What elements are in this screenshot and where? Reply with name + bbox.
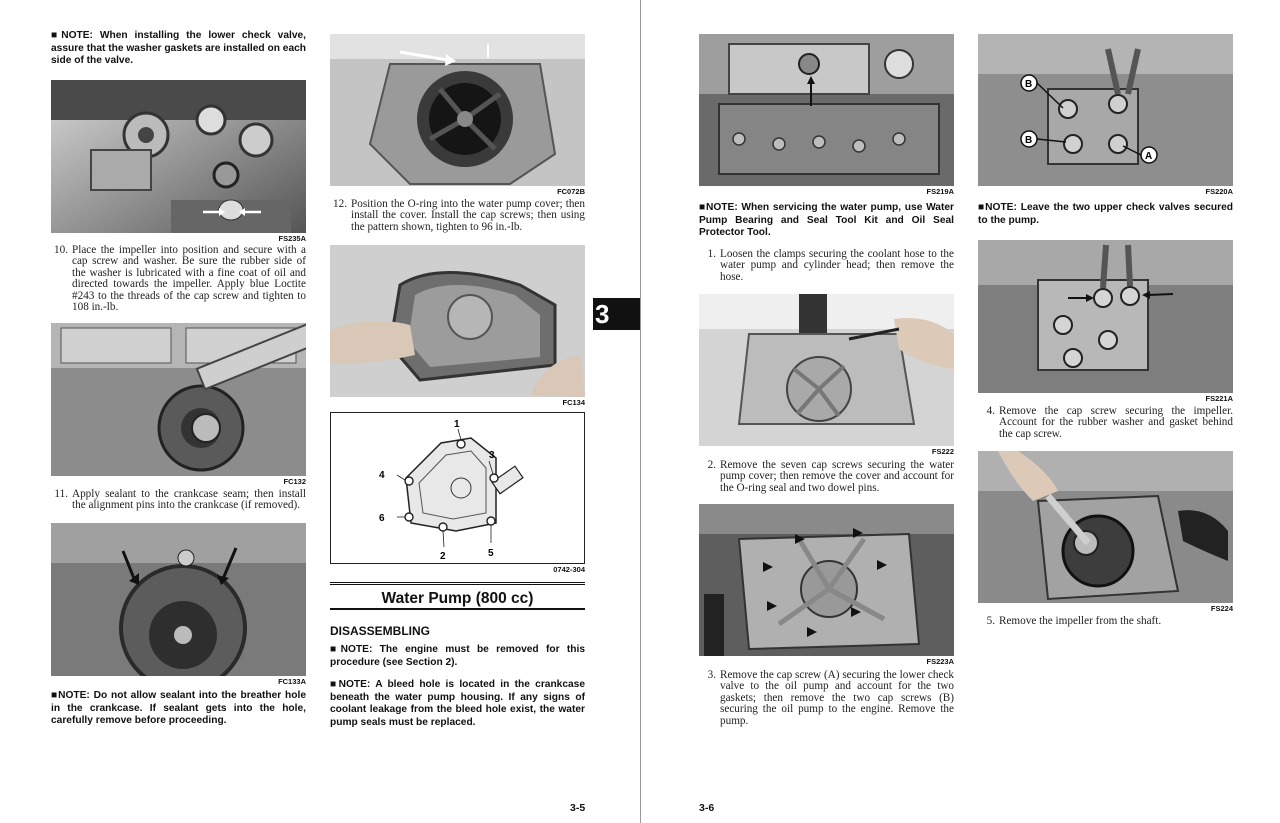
photo-fs223a: [699, 504, 954, 656]
diagram-label-5: 5: [488, 548, 494, 559]
photo-fc132: [51, 323, 306, 476]
step-4: [978, 406, 1233, 440]
right-page: [641, 0, 1280, 823]
step-11: [51, 489, 306, 512]
step-5-number: 5.: [986, 615, 995, 627]
note-breather-hole: ■NOTE: Do not allow sealant into the breather hole in the crankcase. If sealant gets into the hole, carefully remove before proceeding.: [51, 690, 306, 727]
section-title: Water Pump (800 cc): [330, 582, 585, 610]
page-number-left: 3-5: [570, 802, 586, 814]
caption-fs219a: FS219A: [926, 187, 954, 196]
photo-fs224: [978, 451, 1233, 603]
step-5: [978, 616, 1233, 627]
note-leave-check-valves: ■NOTE: Leave the two upper check valves secured to the pump.: [978, 202, 1233, 226]
step-4-number: 4.: [986, 405, 995, 417]
caption-fc133a: FC133A: [278, 677, 306, 686]
step-2-number: 2.: [707, 459, 716, 471]
photo-fc133a: [51, 523, 306, 676]
step-11-number: 11.: [54, 488, 68, 500]
diagram-tightening-pattern: [330, 412, 585, 564]
caption-fc134: FC134: [562, 398, 585, 407]
photo-fc134: [330, 245, 585, 397]
caption-fc072b: FC072B: [557, 187, 585, 196]
page-number-right: 3-6: [699, 802, 715, 814]
step-3-text: Remove the cap screw (A) securing the lower check valve to the oil pump and account for the two gaskets; then remove the two cap screws (B) securing the oil pump to the engine. Remove the pump.: [720, 669, 954, 727]
photo-fs220a: [978, 34, 1233, 186]
step-10: [51, 245, 306, 313]
diagram-label-3: 3: [489, 450, 495, 461]
step-12-text: Position the O-ring into the water pump cover; then install the cover. Install the cap screws; then using the pattern shown, tighten to 96 in.-lb.: [351, 198, 585, 233]
caption-fs220a: FS220A: [1205, 187, 1233, 196]
step-2: [699, 460, 954, 494]
photo-fs221a: [978, 240, 1233, 393]
section-tab: 3: [593, 298, 640, 330]
photo-fc072b: [330, 34, 585, 186]
step-10-number: 10.: [54, 244, 68, 256]
step-3-number: 3.: [707, 669, 716, 681]
diagram-label-4: 4: [379, 470, 385, 481]
note-servicing-tools: ■NOTE: When servicing the water pump, use Water Pump Bearing and Seal Tool Kit and Oil Seal Protector Tool.: [699, 202, 954, 239]
callout-a: A: [1145, 151, 1153, 162]
step-4-text: Remove the cap screw securing the impeller. Account for the rubber washer and gasket behind the cap screw.: [999, 405, 1233, 440]
step-3: [699, 670, 954, 727]
step-1-number: 1.: [707, 248, 716, 260]
step-2-text: Remove the seven cap screws securing the water pump cover; then remove the cover and account for the O-ring seal and two dowel pins.: [720, 459, 954, 494]
caption-fs224: FS224: [1210, 604, 1233, 613]
step-10-text: Place the impeller into position and secure with a cap screw and washer. Be sure the rubber side of the washer is lubricated with a fine coat of oil and directed towards the impeller. Apply blue Loctite #243 to the threads of the cap screw and tighten to 108 in.-lb.: [72, 244, 306, 314]
callout-b-1: B: [1025, 79, 1033, 90]
photo-fs222: [699, 294, 954, 446]
caption-fs235a: FS235A: [278, 234, 306, 243]
diagram-label-6: 6: [379, 513, 385, 524]
subhead-disassembling: DISASSEMBLING: [330, 624, 431, 638]
diagram-label-2: 2: [440, 551, 446, 562]
diagram-label-1: 1: [454, 419, 460, 430]
step-5-text: Remove the impeller from the shaft.: [999, 615, 1162, 627]
step-12-number: 12.: [333, 198, 347, 210]
note-engine-removed: ■NOTE: The engine must be removed for this procedure (see Section 2).: [330, 644, 585, 668]
caption-fs223a: FS223A: [926, 657, 954, 666]
caption-0742-304: 0742-304: [553, 565, 585, 574]
note-bleed-hole: ■NOTE: A bleed hole is located in the crankcase beneath the water pump housing. If any signs of coolant leakage from the bleed hole exist, the water pump seals must be replaced.: [330, 679, 585, 728]
pump-cover-diagram: [331, 413, 584, 563]
step-1-text: Loosen the clamps securing the coolant hose to the water pump and cylinder head; then remove the hose.: [720, 248, 954, 283]
caption-fs221a: FS221A: [1205, 394, 1233, 403]
callout-b-2: B: [1025, 135, 1033, 146]
photo-fs219a: [699, 34, 954, 186]
step-1: [699, 249, 954, 283]
photo-fs235a: [51, 80, 306, 233]
caption-fc132: FC132: [283, 477, 306, 486]
step-11-text: Apply sealant to the crankcase seam; then install the alignment pins into the crankcase (if removed).: [72, 488, 306, 512]
note-lower-check-valve: ■NOTE: When installing the lower check valve, assure that the washer gaskets are installed on each side of the valve.: [51, 30, 306, 67]
step-12: [330, 199, 585, 233]
caption-fs222: FS222: [931, 447, 954, 456]
